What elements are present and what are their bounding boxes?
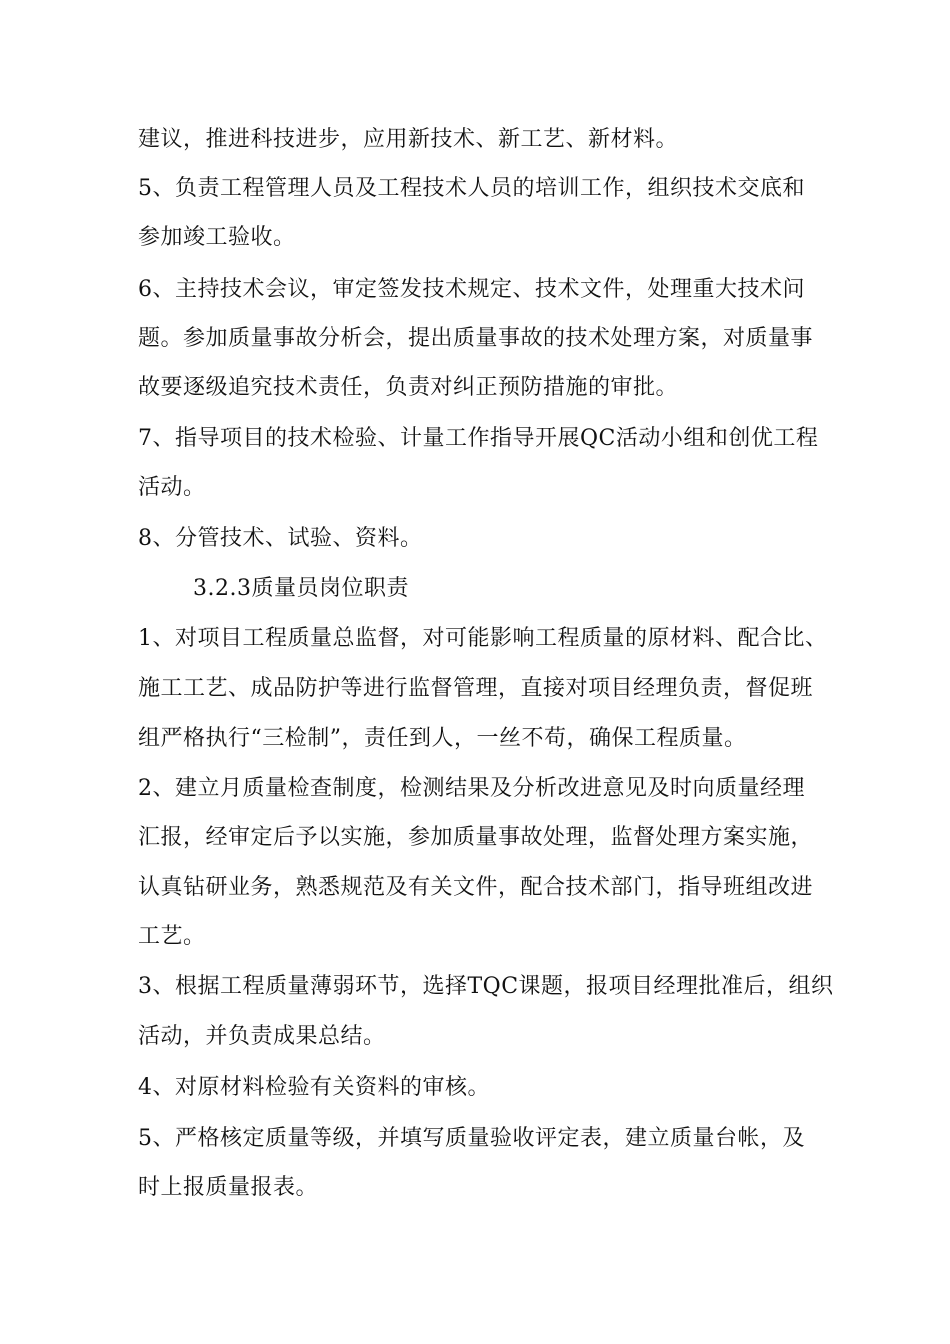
section-heading: 3.2.3质量员岗位职责 [193,576,409,601]
text-line: 4、对原材料检验有关资料的审核。 [138,1075,490,1100]
text-line: 6、主持技术会议，审定签发技术规定、技术文件，处理重大技术问 [138,277,805,302]
text-line: 1、对项目工程质量总监督，对可能影响工程质量的原材料、配合比、 [138,626,828,651]
text-line: 时上报质量报表。 [138,1175,319,1200]
text-line: 工艺。 [138,924,206,949]
text-line: 8、分管技术、试验、资料。 [138,526,423,551]
text-line: 5、严格核定质量等级，并填写质量验收评定表，建立质量台帐，及 [138,1126,805,1151]
text-line: 参加竣工验收。 [138,225,296,250]
text-line: 认真钻研业务，熟悉规范及有关文件，配合技术部门，指导班组改进 [138,875,814,900]
text-line: 建议，推进科技进步，应用新技术、新工艺、新材料。 [138,127,679,152]
text-line: 组严格执行“三检制”，责任到人，一丝不苟，确保工程质量。 [138,726,747,751]
text-line: 故要逐级追究技术责任，负责对纠正预防措施的审批。 [138,375,679,400]
text-line: 施工工艺、成品防护等进行监督管理，直接对项目经理负责，督促班 [138,676,814,701]
text-line: 汇报，经审定后予以实施，参加质量事故处理，监督处理方案实施， [138,825,814,850]
text-line: 2、建立月质量检查制度，检测结果及分析改进意见及时向质量经理 [138,776,805,801]
text-line: 题。参加质量事故分析会，提出质量事故的技术处理方案，对质量事 [138,326,814,351]
text-line: 活动，并负责成果总结。 [138,1024,386,1049]
text-line: 5、负责工程管理人员及工程技术人员的培训工作，组织技术交底和 [138,176,805,201]
text-line: 3、根据工程质量薄弱环节，选择TQC课题，报项目经理批准后，组织 [138,974,834,999]
text-line: 活动。 [138,475,206,500]
text-line: 7、指导项目的技术检验、计量工作指导开展QC活动小组和创优工程 [138,426,819,451]
